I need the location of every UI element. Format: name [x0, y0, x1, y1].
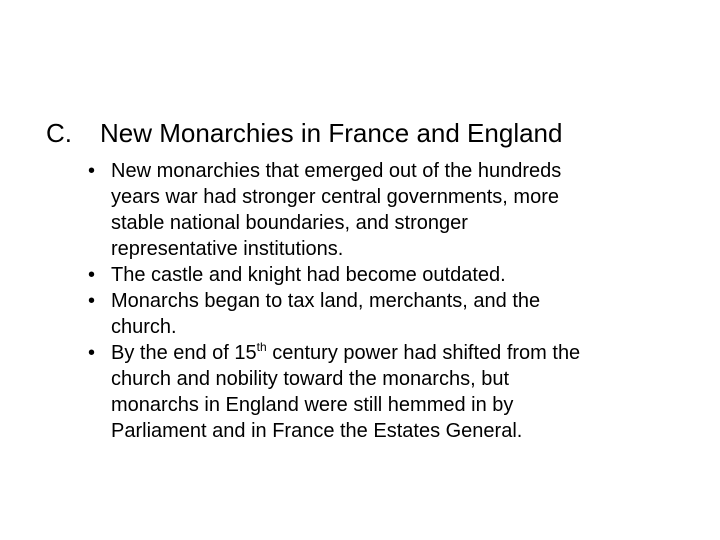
- bullet-line: representative institutions.: [111, 238, 344, 260]
- bullet-marker: •: [88, 342, 96, 364]
- bullet-item-castle-knight: [88, 262, 688, 288]
- heading-title: New Monarchies in France and England: [100, 118, 563, 148]
- bullet-list: [88, 158, 688, 444]
- ordinal-suffix: th: [256, 340, 267, 354]
- slide-heading: [46, 116, 562, 150]
- bullet-line: [111, 340, 688, 366]
- bullet-marker: •: [88, 290, 96, 312]
- bullet-line: church and nobility toward the monarchs, but: [111, 368, 509, 390]
- bullet-marker: •: [88, 160, 96, 182]
- bullet-item-power-shift: [88, 340, 688, 444]
- bullet-text-before: By the end of 15: [111, 342, 257, 364]
- bullet-line: Monarchs began to tax land, merchants, and the: [111, 290, 541, 312]
- bullet-line: years war had stronger central governments, more: [111, 186, 559, 208]
- bullet-item-monarchs-tax: [88, 288, 688, 340]
- bullet-line: The castle and knight had become outdated.: [111, 264, 506, 286]
- bullet-line: church.: [111, 316, 177, 338]
- heading-letter: C.: [46, 118, 72, 148]
- bullet-line: stable national boundaries, and stronger: [111, 212, 468, 234]
- bullet-text-after: century power had shifted from the: [266, 342, 581, 364]
- bullet-line: monarchs in England were still hemmed in by: [111, 394, 514, 416]
- bullet-marker: •: [88, 264, 96, 286]
- bullet-line: Parliament and in France the Estates General.: [111, 420, 523, 442]
- bullet-line: New monarchies that emerged out of the hundreds: [111, 160, 562, 182]
- bullet-item-new-monarchies: [88, 158, 688, 262]
